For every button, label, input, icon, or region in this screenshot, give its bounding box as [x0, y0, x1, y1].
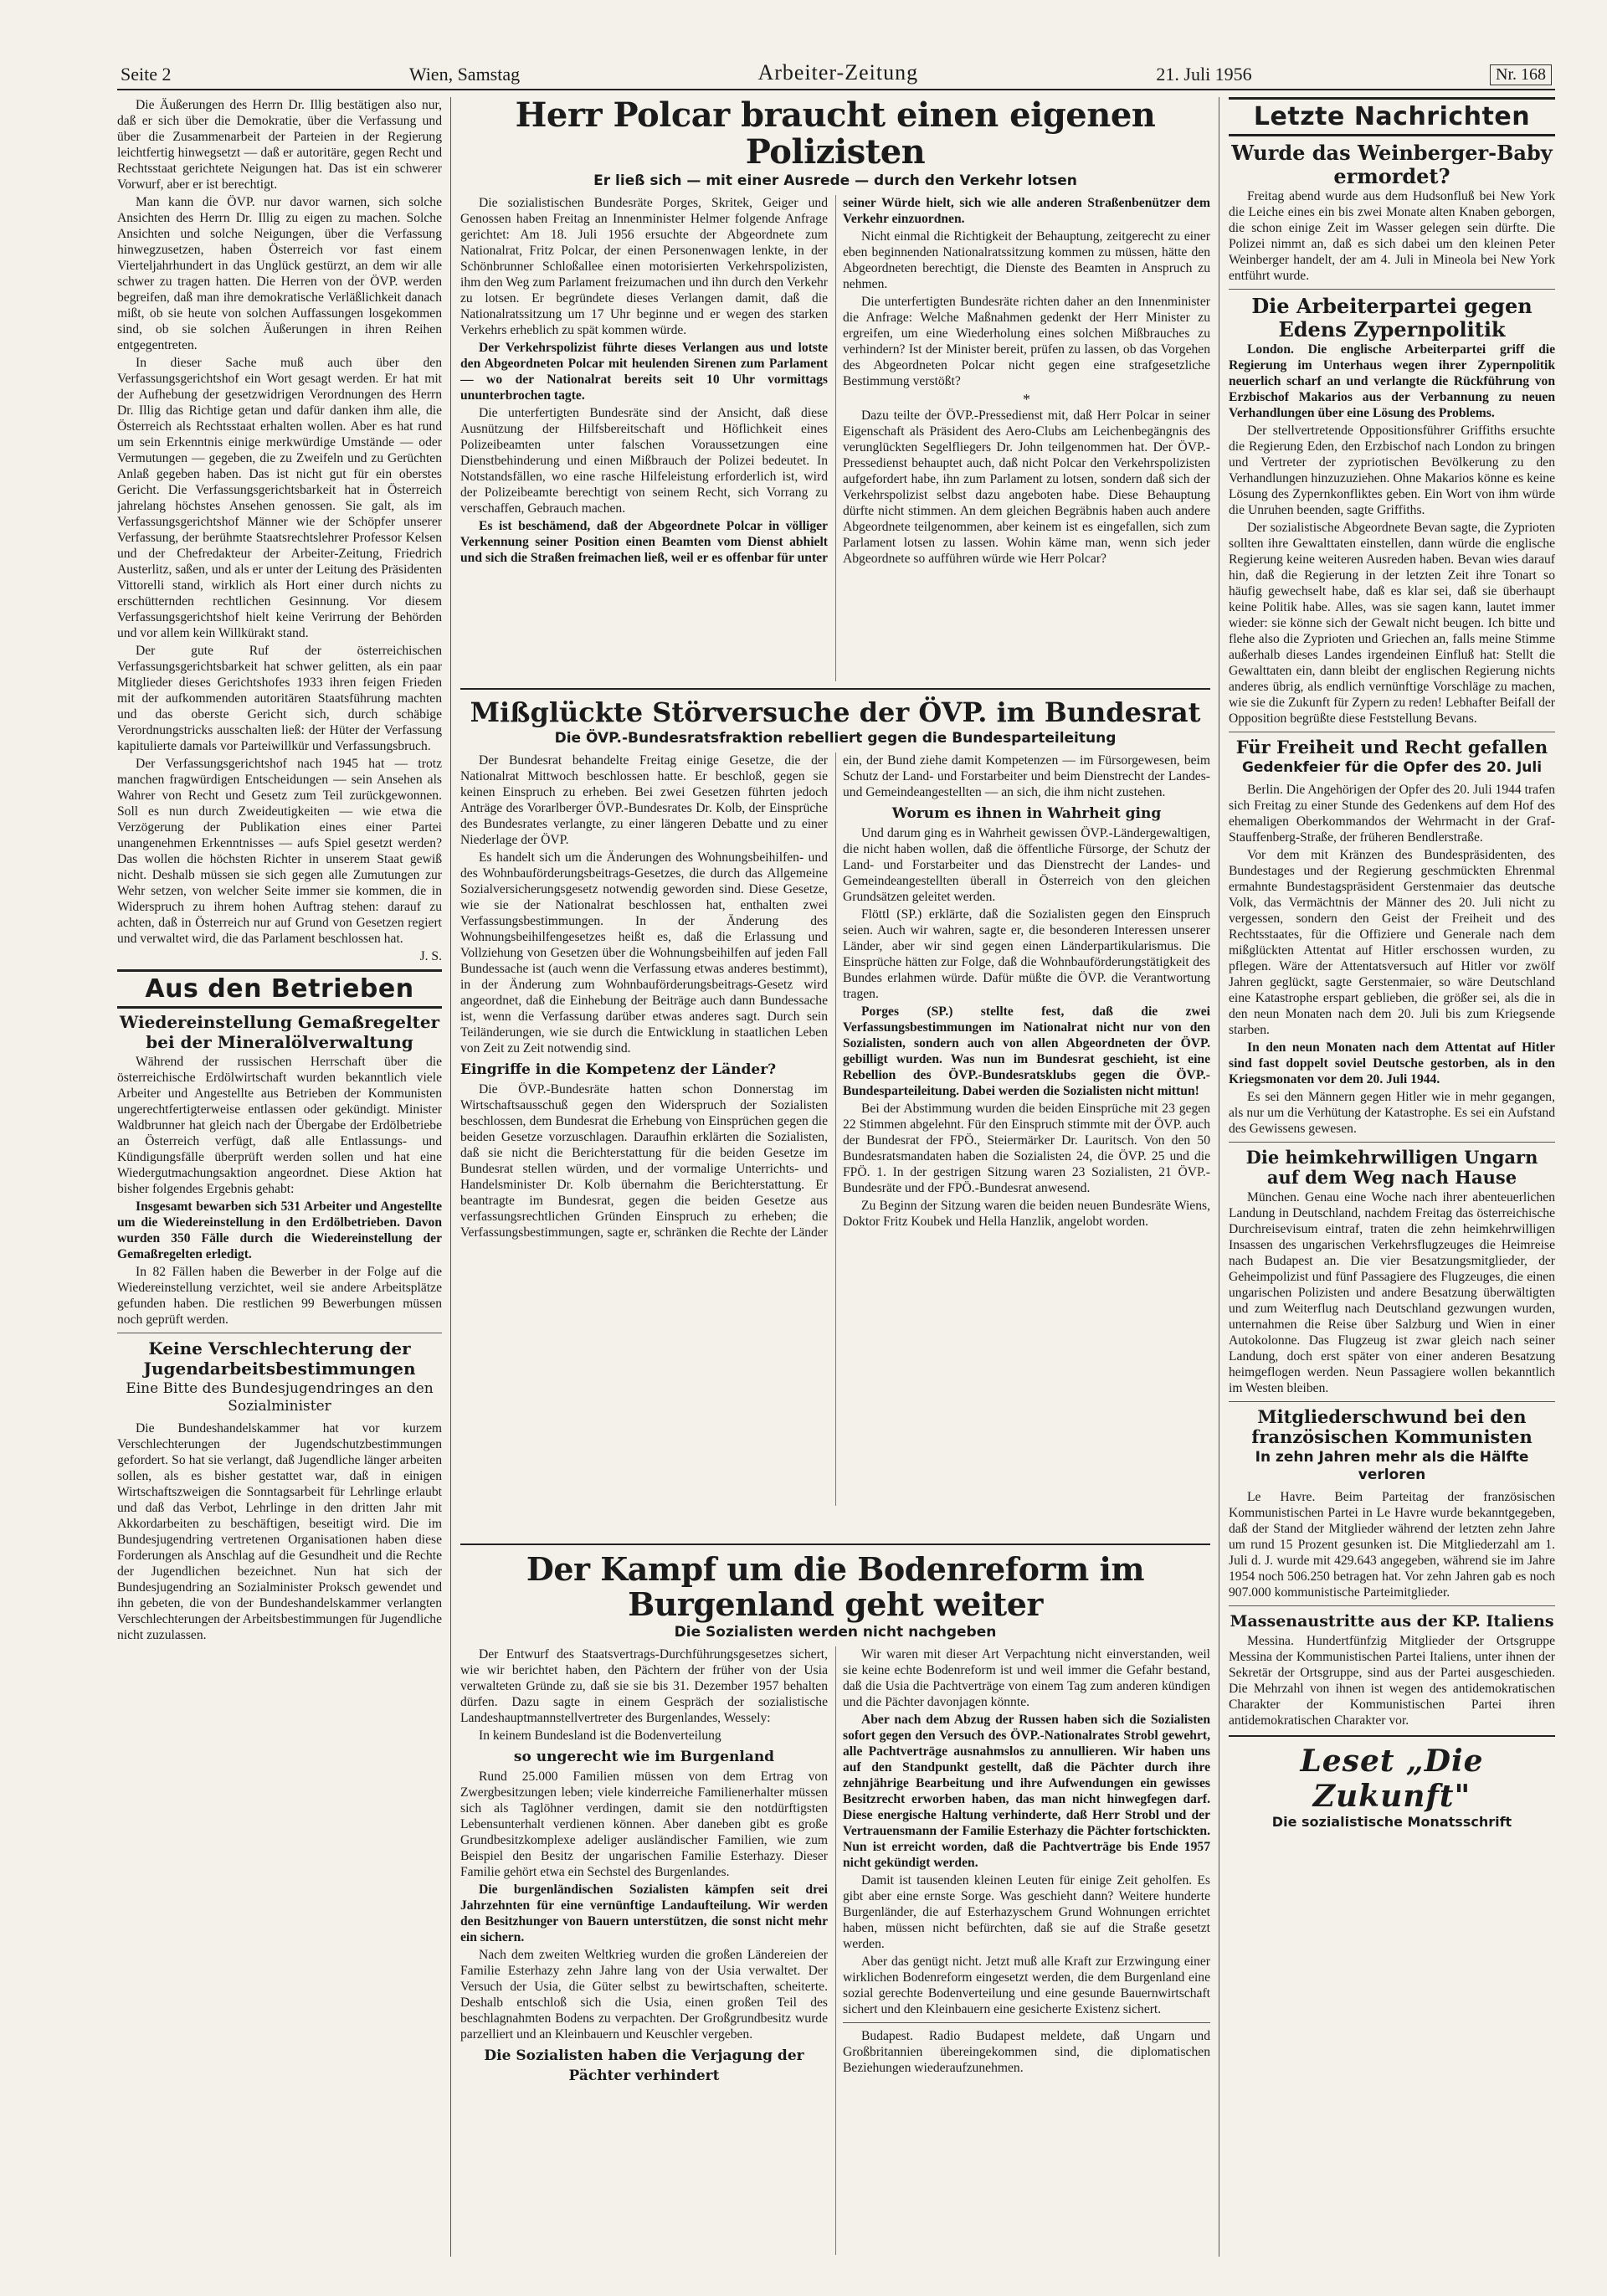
section-header-betrieben: Aus den Betrieben [117, 969, 442, 1009]
article-paragraph: In den neun Monaten nach dem Attentat auf Hitler sind fast doppelt soviel Deutsche gestorben, als in den Kriegsmonaten vor dem 20. Juli 1944. [1229, 1040, 1555, 1086]
article-oevp [460, 696, 1210, 1537]
divider [843, 2022, 1210, 2023]
article-paragraph: In keinem Bundesland ist die Bodenverteilung [479, 1728, 721, 1743]
article-bodenreform [460, 1552, 1210, 2255]
page-number: Seite 2 [121, 64, 172, 85]
article-paragraph: Es ist beschämend, daß der Abgeordnete Polcar in völliger Verkennung seiner Position einen Beamten vom Dienst abhielt und sich die Straßen freimachen ließ, weil er es offenbar für unter seiner Würde hielt, sich wie alle anderen Straßenbenützer dem Verkehr einzuordnen. [460, 196, 1210, 565]
article-headline: Keine Verschlechterung der Jugendarbeitsbestimmungen [143, 1338, 416, 1379]
divider [1229, 289, 1555, 290]
divider [460, 688, 1210, 690]
article-subheadline: Gedenkfeier für die Opfer des 20. Juli [1241, 759, 1543, 776]
article-paragraph: Bei der Abstimmung wurden die beiden Einsprüche mit 23 gegen 22 Stimmen abgelehnt. Für den Einspruch stimmte mit der ÖVP. auch der Bundesrat der FPÖ., Steiermärker Dr. Lauritsch. Von den 50 Bundesratsmandaten haben die Sozialisten 24, die ÖVP. 25 und die FPÖ. 1. In der gestrigen Sitzung waren 23 Sozialisten, 21 ÖVP.-Bundesräte und der FPÖ.-Bundesrat anwesend. [843, 1102, 1210, 1195]
divider [1229, 1142, 1555, 1143]
divider [1229, 1605, 1555, 1606]
article-headline: Die Arbeiterpartei gegen Edens Zypernpolitik [1251, 294, 1533, 342]
ad-headline: Leset „Die Zukunft" [1300, 1744, 1484, 1814]
article-paragraph: Wir waren mit dieser Art Verpachtung nicht einverstanden, weil sie keine echte Bodenreform ist und weil immer die Gefahr bestand, daß die Usia die Pachtverträge von einem Tag zum anderen kündigen und die Pächter davonjagen könnte. [843, 1647, 1210, 1709]
column-1 [117, 97, 442, 2257]
article-polcar [460, 97, 1210, 681]
editorial-paragraph: Man kann die ÖVP. nur davor warnen, sich solche Ansichten des Herrn Dr. Illig zu eigen zu machen. Solche Ansichten und solche Neigungen, über die Verfassung hinwegzusetzen, haben Österreich vor fast einem Vierteljahrhundert in das Unglück gestürzt, an dem wir alle schwer zu tragen hatten. Die Herren von der ÖVP. werden begreifen, daß man ihre demokratische Verläßlichkeit danach mißt, ob sie heute von solchen Auffassungen losgekommen sind, ob sie solchen Äußerungen in ihren Reihen entgegentreten. [117, 195, 442, 352]
article-paragraph: Es handelt sich um die Änderungen des Wohnungsbeihilfen- und des Wohnbauförderungsbeitrags-Gesetzes, die durch das Allgemeine Sozialversicherungsgesetz notwendig geworden sind. Diese Gesetze, wie sie der Nationalrat beschlossen hat, enthalten zwei Verfassungsbestimmungen. In der Änderung des Wohnungsbeihilfengesetzes heißt es, daß die Erlassung und Vollziehung von Gesetzen über die Wohnungsbeihilfen auf jeden Fall Bundessache ist (auch wenn die Verfassung etwas anderes bestimmt), in der Änderung zum Wohnbauförderungsbeitrags-Gesetz wird angeordnet, daß die Einhebung der Beiträge auch dann Bundessache ist, wenn die Verfassung darüber etwas anderes sagt. Durch sein Teiländerungen, wie sie durch die Entwicklung in staatlichen Leben von Zeit zu Zeit notwendig sind. [460, 850, 828, 1056]
masthead [117, 57, 1555, 90]
article-headline: Mitgliederschwund bei den französischen Kommunisten [1251, 1406, 1533, 1447]
article-subheadline: Die Sozialisten werden nicht nachgeben [674, 1624, 997, 1641]
article-subheadline: Die ÖVP.-Bundesratsfraktion rebelliert gegen die Bundesparteileitung [554, 730, 1117, 747]
article-paragraph: In 82 Fällen haben die Bewerber in der Folge auf die Wiedereinstellung verzichtet, weil sie andere Arbeitsplätze gefunden haben. Die restlichen 99 Bewerbungen müssen noch geprüft werden. [117, 1265, 442, 1327]
editorial-paragraph: In dieser Sache muß auch über den Verfassungsgerichtshof ein Wort gesagt werden. Er hat mit der Aufhebung der gesetzwidrigen Verordnungen des Herrn Dr. Illig das Richtige getan und dafür danken ihm alle, die Österreich als Rechtsstaat erhalten wollen. Aber es hat rund um sein Erkenntnis einige merkwürdige Umstände — oder Vermutungen — gegeben, die zu Zweifeln und zu Gerüchten Anlaß gegeben haben. Das ist nicht gut für ein oberstes Gericht. Die Verfassungsgerichtsbarkeit hat in Österreich jahrelang höchstes Ansehen genossen. Sie galt, als im Verfassungsgerichtshof Männer wie der Schöpfer unserer Verfassung, der berühmte Staatsrechtslehrer Professor Kelsen und der Chefredakteur der Arbeiter-Zeitung, Friedrich Austerlitz, saßen, und als er unter der Leitung des Präsidenten Vittorelli stand, wirklich als Hort einer durch nichts zu erschütternden rechtlichen Gesinnung. Vor diesem Verfassungsgerichtshof hielt keine Verirrung der Behörden und vor allem kein Willkürakt stand. [117, 356, 442, 640]
article-paragraph: Die sozialistischen Bundesräte Porges, Skritek, Geiger und Genossen haben Freitag an Innenminister Helmer folgende Anfrage gerichtet: Am 18. Juli 1956 ersuchte der Abgeordnete zum Nationalrat, Fritz Polcar, der einen Personenwagen lenkte, in der Schönbrunner Schloßallee einen motorisierten Verkehrspolizisten, ihm den Weg zum Parlament freizumachen und ihn durch den Verkehr zu lotsen. Er begründete dieses Verlangen damit, daß die Nationalratssitzung um 17 Uhr beginne und er wegen des starken Verkehrs erheblich zu spät kommen würde. [460, 196, 828, 337]
article-paragraph: Die Bundeshandelskammer hat vor kurzem Verschlechterungen der Jugendschutzbestimmungen gefordert. So hat sie verlangt, daß Jugendliche länger arbeiten sollen, als es bisher gestattet war, daß in einigen Wirtschaftszweigen die Sonntagsarbeit für Lehrlinge erlaubt und daß das Verbot, Lehrlinge in den dritten Jahr mit Akkordarbeiten zu beschäftigen, beseitigt wird. Die im Bundesjugendring vertretenen Organisationen haben diese Forderungen als Anschlag auf die Gesundheit und die Rechte der Jugendlichen bezeichnet. Nun hat sich der Bundesjugendring an Sozialminister Proksch gewendet und ihn gebeten, die von der Bundeshandelskammer verlangten Verschlechterungen der Arbeitsbestimmungen für Jugendliche nicht zuzulassen. [117, 1421, 442, 1642]
center-columns [460, 97, 1210, 2257]
article-headline: Massenaustritte aus der KP. Italiens [1230, 1612, 1554, 1631]
article-paragraph: Porges (SP.) stellte fest, daß die zwei Verfassungsbestimmungen im Nationalrat nicht nur von den Sozialisten, sondern auch von allen Abgeordneten der ÖVP. gebilligt wurden. Was nun im Bundesrat geschieht, ist eine Rebellion des ÖVP.-Bundesratsklubs gegen die ÖVP.-Bundesparteileitung. Dabei werden die Sozialisten nicht mittun! [843, 1004, 1210, 1098]
article-headline: Wiedereinstellung Gemaßregelter bei der Mineralölverwaltung [119, 1012, 440, 1052]
article-paragraph: Rund 25.000 Familien müssen von dem Ertrag von Zwergbesitzungen leben; viele kinderreiche Familienerhalter müssen sich als Taglöhner verdingen, damit sie den notdürftigsten Lebensunterhalt verdienen können. Aber daneben gibt es große Grundbesitzkomplexe adeliger ausländischer Familien, wie zum Beispiel den Besitz der ungarischen Familie Esterhazy. Dieser Familie gehört etwa ein Sechstel des Burgenlandes. [460, 1770, 828, 1879]
article-subheadline: Eine Bitte des Bundesjugendringes an den Sozialminister [126, 1380, 434, 1415]
article-paragraph: Nach dem zweiten Weltkrieg wurden die großen Ländereien der Familie Esterhazy zehn Jahre lang von der Usia verwaltet. Der Versuch der Usia, die Güter selbst zu bewirtschaften, scheiterte. Deshalb entschloß sich die Usia, einen großen Teil des beschlagnahmten Bodens zu verpachten. Der Großgrundbesitz wurde parzelliert und an Kleinbauern und Keuschler vergeben. [460, 1948, 828, 2042]
column-grid [117, 97, 1555, 2257]
article-paragraph: Dazu teilte der ÖVP.-Pressedienst mit, daß Herr Polcar in seiner Eigenschaft als Präsident des Aero-Clubs am Leichenbegängnis des verunglückten Segelfliegers Dr. John teilgenommen hat. Der ÖVP.-Pressedienst behauptet auch, daß nicht Polcar den Verkehrspolizisten aufgefordert habe, ihn zum Parlament zu lotsen, sondern daß sich der Verkehrspolizist selbst dazu angeboten habe. Diese Behauptung dürfte nicht stimmen. An dem gleichen Begräbnis haben auch andere Abgeordnete teilgenommen, aber keinem ist es eingefallen, sich zum Parlament lotsen zu lassen. Wohin käme man, wenn sich jeder Abgeordnete so aufführen würde wie Herr Polcar? [843, 408, 1210, 566]
article-paragraph: Die burgenländischen Sozialisten kämpfen seit drei Jahrzehnten für eine vernünftige Landaufteilung. Wir werden den Besitzhunger von Bauern unterstützen, die sonst nicht mehr ein sichern. [460, 1883, 828, 1944]
article-paragraph: Vor dem mit Kränzen des Bundespräsidenten, des Bundestages und der Regierung geschmückten Ehrenmal ermahnte Bundestagspräsident Gerstenmaier das deutsche Volk, das Vermächtnis der Männer des 20. Juli nicht zu vergessen, sondern den Geist der Freiheit und des Rechtsstaates, für die Offiziere und Generale nach dem mißglückten Attentat auf Hitler erschossen wurden, zu pflegen. Wäre der Attentatsversuch auf Hitler vor zwölf Jahren geglückt, sagte Gerstenmaier, so wäre Deutschland eine Katastrophe erspart geblieben, die größer sei, als die in den neun Monaten nach dem 20. Juli bis zum Kriegsende starben. [1229, 848, 1555, 1037]
column-rule [450, 97, 451, 2257]
column-latest-news [1229, 97, 1555, 2257]
article-paragraph: Die unterfertigten Bundesräte richten daher an den Innenminister die Anfrage: Welche Maßnahmen gedenkt der Herr Minister zu ergreifen, um eine Wiederholung eines solchen Mißbrauches zu verhindern? Ist der Minister bereit, prüfen zu lassen, ob das Vorgehen des Abgeordneten Polcar nicht gegen eine strafgesetzliche Bestimmung verstößt? [843, 295, 1210, 388]
article-paragraph: London. Die englische Arbeiterpartei griff die Regierung im Unterhaus wegen ihrer Zypernpolitik neuerlich scharf an und verlangte die Rückführung von Erzbischof Makarios aus der Verbannung zu neuen Verhandlungen über eine Lösung des Problems. [1229, 342, 1555, 420]
ad-caption: Die sozialistische Monatsschrift [1271, 1814, 1512, 1830]
article-headline: Wurde das Weinberger-Baby ermordet? [1231, 141, 1553, 188]
article-paragraph: Und darum ging es in Wahrheit gewissen ÖVP.-Ländergewaltigen, die nicht haben wollen, daß die öffentliche Fürsorge, der Schutz der Land- und Forstarbeiter und das Dienstrecht der Landes- und Gemeindeangestellten überall in Österreich von den gleichen Grundsätzen geleitet werden. [843, 826, 1210, 904]
article-headline: Der Kampf um die Bodenreform im Burgenland geht weiter [526, 1552, 1145, 1623]
article-paragraph: Der Verkehrspolizist führte dieses Verlangen aus und lotste den Abgeordneten Polcar mit heulenden Sirenen zum Parlament — wo der Nationalrat bereits seit 10 Uhr vormittags ununterbrochen tagte. [460, 341, 828, 403]
author-signature: J. S. [419, 949, 442, 963]
news-brief: Budapest. Radio Budapest meldete, daß Ungarn und Großbritannien übereingekommen sind, die diplomatischen Beziehungen wiederaufzunehmen. [843, 2029, 1210, 2075]
article-paragraph: Die unterfertigten Bundesräte sind der Ansicht, daß diese Ausnützung der Hilfsbereitschaft und Höflichkeit eines Polizeibeamten unter falschen Voraussetzungen eine Dienstbehinderung und einen Mißbrauch der Polizei bedeutet. In Notstandsfällen, wo eine rasche Hilfeleistung erforderlich ist, wird der Polizeibeamte berechtigt von seinem Recht, sich Vorrang zu verschaffen, Gebrauch machen. [460, 406, 828, 516]
article-headline: Mißglückte Störversuche der ÖVP. im Bundesrat [470, 696, 1201, 728]
section-subhead: Worum es ihnen in Wahrheit ging [891, 805, 1162, 822]
article-paragraph: Messina. Hundertfünfzig Mitglieder der Ortsgruppe Messina der Kommunistischen Partei Italiens, unter ihnen der Sekretär der Ortsgruppe, sind aus der Partei ausgeschieden. Die Mehrzahl von ihnen ist wegen des antidemokratischen Charakter der Kommunistischen Partei ihren antidemokratischen Charakter vor. [1229, 1634, 1555, 1728]
article-paragraph: Während der russischen Herrschaft über die österreichische Erdölwirtschaft wurden bekanntlich viele Arbeiter und Angestellte aus Betrieben der Kommunisten ungerechtfertigterweise entlassen oder gekündigt. Minister Waldbrunner hat gleich nach der Übergabe der Erdölbetriebe an Österreich verfügt, daß alle Entlassungs- und Kündigungsfälle überprüft werden sollen und hat eine Wiedergutmachungsaktion angeordnet. Diese Aktion hat bisher folgendes Ergebnis gehabt: [117, 1055, 442, 1196]
editorial-paragraph: Der Verfassungsgerichtshof nach 1945 hat — trotz manchen fragwürdigen Entscheidungen — sein Ansehen als Wahrer von Recht und Gesetz zum Teil zurückgewonnen. Soll es nun durch Zweideutigkeiten — wie etwa die Verzögerung der Publikation eines einer Partei unangenehmen Erkenntnisses — aufs Spiel gesetzt werden? Das wollen die höchsten Richter in unserem Staat gewiß nicht. Deshalb müssen sie sich gegen alle Zumutungen zur Wehr setzen, von welcher Seite immer sie kommen, die in Widerspruch zu ihrem hohen Auftrag stehen: darauf zu achten, daß in Österreich nur auf Grund von Gesetzen regiert und verwaltet wird, die das Parlament beschlossen hat. [117, 757, 442, 946]
article-paragraph: Damit ist tausenden kleinen Leuten für einige Zeit geholfen. Es gibt aber eine ernste Sorge. Was geschieht dann? Weitere hunderte Burgenländer, die auf Esterhazyschem Grund Wohnungen errichtet haben, müssen nicht befürchten, daß sie auf die Straße gesetzt werden. [843, 1873, 1210, 1951]
article-paragraph: Die ÖVP.-Bundesräte hatten schon Donnerstag im Wirtschaftsausschuß gegen den Widerspruch der Sozialisten beschlossen, dem Bundesrat die Erhebung von Einsprüchen gegen die beiden Gesetze vorzuschlagen. Daraufhin erklärten die Sozialisten, daß sie nicht die Berichterstattung für die beiden Gesetze im Bundesrat stellen würden, und der vormalige Unterrichts- und Handelsminister Dr. Kolb übernahm die Berichterstattung. Er beantragte im Bundesrat, gegen die beiden Gesetze aus verfassungsrechtlichen Gründen Einspruch zu erheben; die Verfassungsbestimmungen, sagte er, schränken die Rechte der Länder ein, der Bund ziehe damit Kompetenzen — im Fürsorgewesen, beim Schutz der Land- und Forstarbeiter und beim Dienstrecht der Landes- und Gemeindeangestellten — an sich, die ihm nicht zustehen. [460, 753, 1210, 1240]
article-headline: Für Freiheit und Recht gefallen [1235, 737, 1548, 758]
issue-date: 21. Juli 1956 [1156, 64, 1252, 85]
article-paragraph: Der sozialistische Abgeordnete Bevan sagte, die Zyprioten sollten ihre Gewalttaten einstellen, dann würde die englische Regierung keine weiteren Ausreden haben. Bevan wies darauf hin, daß die Regierung in der letzten Zeit ihre Tonart so häufig gewechselt habe, daß es klar sei, daß sie überhaupt keine Politik habe. Alles, was sie sagen kann, lautet immer wieder: sie könne sich der Gewalt nicht beugen. Ich bitte und flehe also die Zyprioten und Griechen an, falls meine Stimme außerhalb dieses Landes irgendeinen Einfluß hat: Stellt die Gewalttaten ein, dann bleibt der englischen Regierung nichts anderes übrig, als endlich vernünftige Vorschläge zu machen, wie sie die Zukunft für Zypern zu reden! Lebhafter Beifall der Opposition begrüßte diese Feststellung Bevans. [1229, 521, 1555, 726]
article-paragraph: Der stellvertretende Oppositionsführer Griffiths ersuchte die Regierung Eden, den Erzbischof nach London zu bringen und Vertreter der zypriotischen Bevölkerung zu den Verhandlungen hinzuzuziehen. Ohne Makarios könne es keine Lösung des Zypernkonfliktes geben. Ein Wort von ihm würde die Unruhen beenden, sagte Griffiths. [1229, 424, 1555, 517]
article-headline: Die heimkehrwilligen Ungarn auf dem Weg nach Hause [1245, 1147, 1538, 1188]
article-paragraph: Der Bundesrat behandelte Freitag einige Gesetze, die der Nationalrat Mittwoch beschlossen hatte. Er beschloß, gegen sie keinen Einspruch zu erheben. Bei zwei Gesetzen führten jedoch Anträge des Vorarlberger ÖVP.-Bundesrates Dr. Kolb, der Einsprüche des Bundesrates verlangte, zu einer längeren Debatte und zu einer Niederlage der ÖVP. [460, 753, 828, 847]
section-header-latest: Letzte Nachrichten [1229, 97, 1555, 136]
divider [1229, 1401, 1555, 1402]
article-paragraph: Le Havre. Beim Parteitag der französischen Kommunistischen Partei in Le Havre wurde bekanntgegeben, daß der Stand der Mitglieder während der letzten zehn Jahre um rund 15 Prozent gesunken ist. Die Mitgliederzahl am 1. Juli d. J. wurde mit 429.643 angegeben, während sie im Jahre 1954 noch 506.250 betragen hat. Vor zehn Jahren gab es noch 907.000 kommunistische Parteimitglieder. [1229, 1490, 1555, 1600]
divider [1229, 1735, 1555, 1737]
article-subheadline: In zehn Jahren mehr als die Hälfte verloren [1255, 1449, 1529, 1483]
separator-star: * [1023, 391, 1030, 408]
issue-number: Nr. 168 [1490, 64, 1552, 85]
article-headline: Herr Polcar braucht einen eigenen Polizisten [515, 97, 1156, 172]
article-paragraph: Aber nach dem Abzug der Russen haben sich die Sozialisten sofort gegen den Versuch des ÖVP.-Nationalrates Strobl gewehrt, alle Pachtverträge ausnahmslos zu annullieren. Wir haben uns auf den Standpunkt gestellt, daß die Pächter durch ihre zehnjährige Bearbeitung und ihre Aufwendungen ein gewisses Besitzrecht erworben haben, das man nicht hinwegfegen darf. Diese energische Haltung verhinderte, daß Herr Strobl und der Vertrauensmann der Familie Esterhazy die Pächter fortschickten. Nun ist erreicht worden, daß die Pachtverträge bis Ende 1957 nicht gekündigt werden. [843, 1713, 1210, 1870]
article-paragraph: Berlin. Die Angehörigen der Opfer des 20. Juli 1944 trafen sich Freitag zu einer Stunde des Gedenkens auf dem Hof des ehemaligen Oberkommandos der Wehrmacht in der Graf-Stauffenberg-Straße, der früheren Bendlerstraße. [1229, 783, 1555, 845]
paper-title: Arbeiter-Zeitung [757, 60, 919, 85]
article-paragraph: Der Entwurf des Staatsvertrags-Durchführungsgesetzes sichert, wie wir berichtet haben, den Pächtern der früher von der Usia verwalteten Gründe zu, daß sie sie bis 31. Dezember 1957 behalten dürfen. Dazu sagte in einem Gespräch der sozialistische Landeshauptmannstellvertreter des Burgenlandes, Wessely: [460, 1647, 828, 1725]
editorial-paragraph: Die Äußerungen des Herrn Dr. Illig bestätigen also nur, daß er sich über die Demokratie, über die Verfassung und über die Zusammenarbeit der Parteien in der Regierung leichtfertig hinwegsetzt — daß er autoritäre, gegen Recht und Rechtsstaat gerichtete Neigungen hat. Das ist ein schwerer Vorwurf, aber er ist berechtigt. [117, 98, 442, 192]
editorial-paragraph: Der gute Ruf der österreichischen Verfassungsgerichtsbarkeit hat schwer gelitten, als ein paar Mitglieder dieses Gerichtshofes 1933 ihren feigen Frieden mit der aufkommenden autoritären Staatsführung machten und das oberste Gericht sich, durch schäbige Verordnungstricks ausschalten ließ: der Hüter der Verfassung kapitulierte damals vor Parteiwillkür und Verfassungsbruch. [117, 644, 442, 753]
article-paragraph: Zu Beginn der Sitzung waren die beiden neuen Bundesräte Wiens, Doktor Fritz Koubek und Hella Hanzlik, angelobt worden. [843, 1199, 1210, 1229]
article-paragraph: Freitag abend wurde aus dem Hudsonfluß bei New York die Leiche eines ein bis zwei Monate alten Knaben geborgen, die schon einige Zeit im Wasser gelegen sein dürfte. Die Polizei nimmt an, daß es sich dabei um den kleinen Peter Weinberger handelt, der am 4. Juli in Mineola bei New York entführt wurde. [1229, 189, 1555, 283]
place-day: Wien, Samstag [408, 64, 521, 85]
article-paragraph: Flöttl (SP.) erklärte, daß die Sozialisten gegen den Einspruch seien. Auch wir wahren, sagte er, die besonderen Interessen unserer Länder, aber wir sind gegen einen Länderpartikularismus. Die Einsprüche hätten zur Folge, daß die Wohnbauförderungstätigkeit des Bundes erlahmen würde. Dafür müßte die ÖVP. die Verantwortung tragen. [843, 907, 1210, 1001]
section-subhead: so ungerecht wie im Burgenland [513, 1749, 775, 1765]
article-subheadline: Er ließ sich — mit einer Ausrede — durch den Verkehr lotsen [593, 172, 1077, 189]
article-paragraph: Insgesamt bewarben sich 531 Arbeiter und Angestellte um die Wiedereinstellung in den Erdölbetrieben. Davon wurden 350 Fälle durch die Wiedereinstellung der Gemaßregelten erledigt. [117, 1199, 442, 1261]
article-paragraph: Nicht einmal die Richtigkeit der Behauptung, zeitgerecht zu einer eben beginnenden Nationalratssitzung kommen zu müssen, hätte den Abgeordneten berechtigt, die Dienste des Beamten in Anspruch zu nehmen. [843, 229, 1210, 291]
article-paragraph: München. Genau eine Woche nach ihrer abenteuerlichen Landung in Deutschland, nachdem Freitag das österreichische Durchreisevisum eintraf, traten die zehn heimkehrwilligen Insassen des ungarischen Verkehrsflugzeuges die Heimreise nach Budapest an. Die vier Besatzungsmitglieder, der Geheimpolizist und fünf Passagiere des Flugzeuges, die einen ungarischen Polizisten und andere Besatzung überwältigten und zum Weiterflug nach Deutschland gezwungen wurden, unternahmen die Reise über Salzburg und Wien in einer Autokolonne. Das Flugzeug ist zwar gleich nach seiner Landung, doch erst später von einer anderen Besatzung heimgeflogen werden. Neun Passagiere wollen bekanntlich im Westen bleiben. [1229, 1190, 1555, 1395]
section-subhead: Die Sozialisten haben die Verjagung der Pächter verhindert [484, 2047, 804, 2084]
divider [460, 1544, 1210, 1545]
section-subhead: Eingriffe in die Kompetenz der Länder? [460, 1061, 777, 1078]
article-paragraph: Aber das genügt nicht. Jetzt muß alle Kraft zur Erzwingung einer wirklichen Bodenreform eingesetzt werden, die dem Burgenland eine sozial gerechte Bodenverteilung und eine gesunde Bauernwirtschaft sichert und den Kleinbauern eine gesicherte Existenz sichert. [843, 1954, 1210, 2016]
article-paragraph: Es sei den Männern gegen Hitler wie in mehr gegangen, als nur um die Verhütung der Katastrophe. Es sei ein Aufstand des Gewissens gewesen. [1229, 1090, 1555, 1136]
